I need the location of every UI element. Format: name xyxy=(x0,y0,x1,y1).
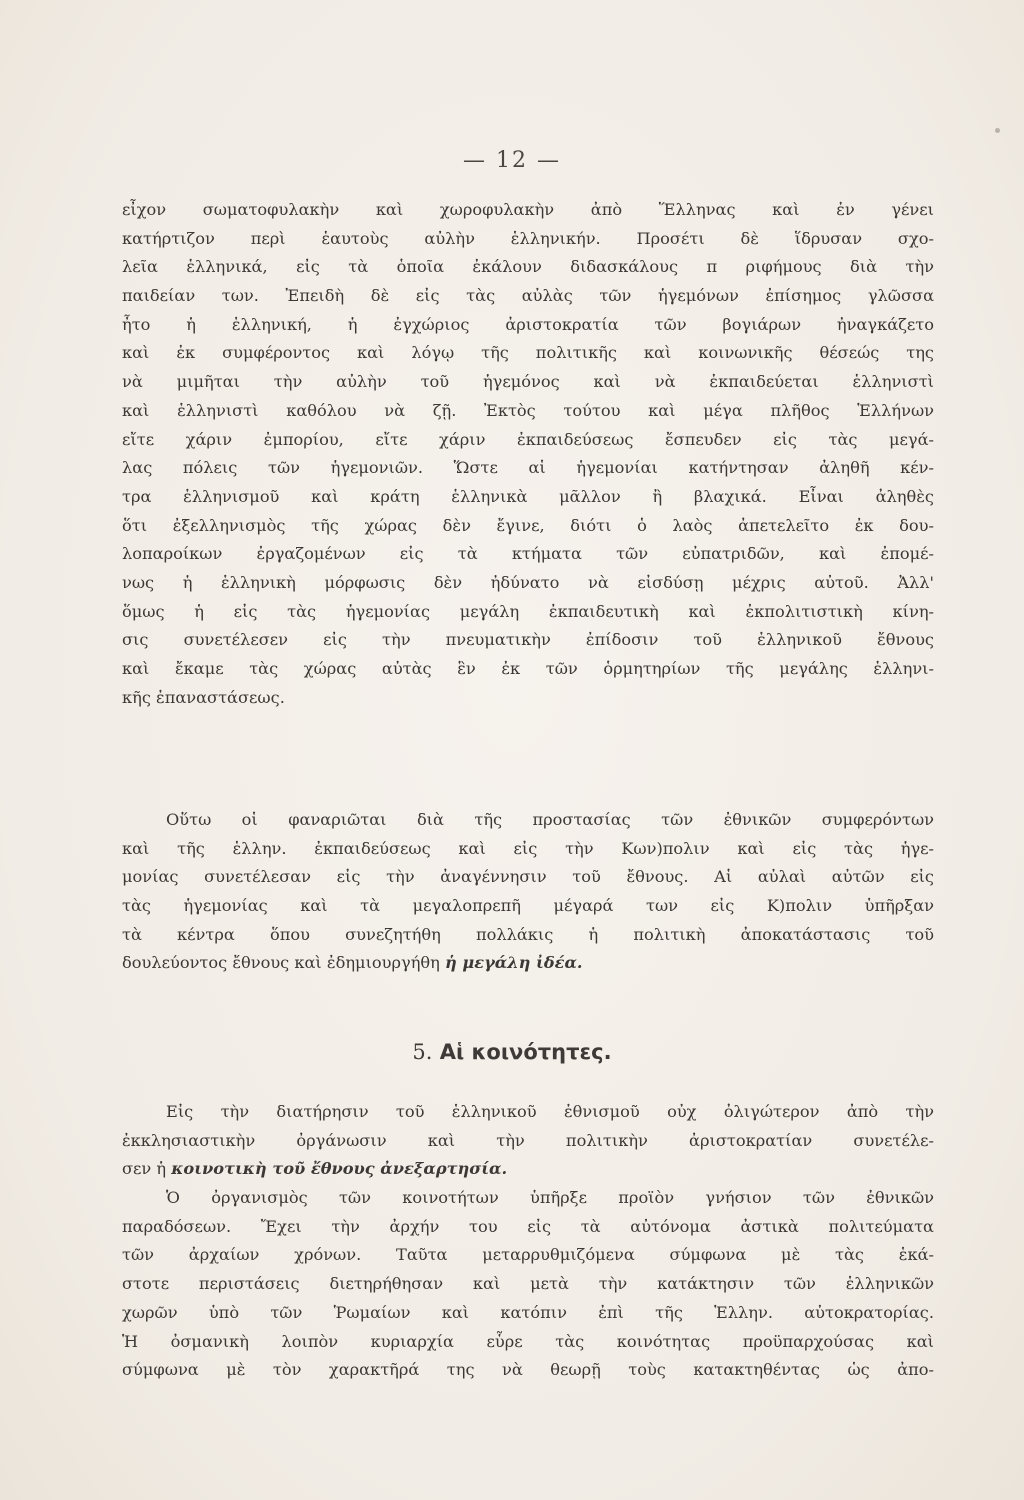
emphasis-phrase: ἡ μεγάλη ἰδέα. xyxy=(445,953,583,973)
text-line: Εἰς τὴν διατήρησιν τοῦ ἑλληνικοῦ ἐθνισμοῦ οὐχ ὀλιγώτερον ἀπὸ τὴν xyxy=(166,1102,934,1121)
section-number: 5. xyxy=(412,1040,433,1064)
text-line: τῶν ἀρχαίων χρόνων. Ταῦτα μεταρρυθμιζόμενα σύμφωνα μὲ τὰς ἑκά- xyxy=(122,1245,934,1265)
text-line: καὶ ἑλληνιστὶ καθόλου νὰ ζῇ. Ἐκτὸς τούτου καὶ μέγα πλῆθος Ἑλλήνων xyxy=(122,400,934,420)
text-line: σύμφωνα μὲ τὸν χαρακτῆρά της νὰ θεωρῇ τοὺς κατακτηθέντας ὡς ἀπο- xyxy=(122,1360,934,1380)
paper-speck xyxy=(995,128,1000,133)
page-number: — 12 — xyxy=(463,148,561,173)
text-line: Ὁ ὀργανισμὸς τῶν κοινοτήτων ὑπῆρξε προϊὸν γνήσιον τῶν ἐθνικῶν xyxy=(166,1188,934,1208)
text-line: νως ἡ ἑλληνικὴ μόρφωσις δὲν ἠδύνατο νὰ εἰσδύσῃ μέχρις αὐτοῦ. Ἀλλ' xyxy=(122,572,934,592)
text-line: ἦτο ἡ ἑλληνική, ἡ ἐγχώριος ἀριστοκρατία τῶν βογιάρων ἠναγκάζετο xyxy=(122,314,934,334)
paragraph-3 xyxy=(122,1098,934,1385)
paragraph-2 xyxy=(122,806,934,978)
text-line: κατήρτιζον περὶ ἑαυτοὺς αὐλὴν ἑλληνικήν. Προσέτι δὲ ἵδρυσαν σχο- xyxy=(122,228,934,248)
text-line xyxy=(122,949,934,978)
paragraph-1 xyxy=(122,196,934,712)
text-span: δουλεύοντος ἔθνους καὶ ἐδημιουργήθη xyxy=(122,953,445,973)
text-line: παιδείαν των. Ἐπειδὴ δὲ εἰς τὰς αὐλὰς τῶν ἡγεμόνων ἐπίσημος γλῶσσα xyxy=(122,286,934,306)
text-line: σις συνετέλεσεν εἰς τὴν πνευματικὴν ἐπίδοσιν τοῦ ἑλληνικοῦ ἔθνους xyxy=(122,630,934,650)
text-line: παραδόσεων. Ἔχει τὴν ἀρχήν του εἰς τὰ αὐτόνομα ἀστικὰ πολιτεύματα xyxy=(122,1216,934,1236)
text-line: τρα ἑλληνισμοῦ καὶ κράτη ἑλληνικὰ μᾶλλον ἢ βλαχικά. Εἶναι ἀληθὲς xyxy=(122,486,934,506)
text-line: μονίας συνετέλεσαν εἰς τὴν ἀναγέννησιν τοῦ ἔθνους. Αἱ αὐλαὶ αὐτῶν εἰς xyxy=(122,867,934,887)
text-line: καὶ ἐκ συμφέροντος καὶ λόγῳ τῆς πολιτικῆς καὶ κοινωνικῆς θέσεώς της xyxy=(122,343,934,363)
text-line: χωρῶν ὑπὸ τῶν Ῥωμαίων καὶ κατόπιν ἐπὶ τῆς Ἑλλην. αὐτοκρατορίας. xyxy=(122,1302,934,1322)
text-line xyxy=(122,1155,934,1184)
text-line: ἐκκλησιαστικὴν ὀργάνωσιν καὶ τὴν πολιτικὴν ἀριστοκρατίαν συνετέλε- xyxy=(122,1130,934,1150)
text-span: σεν ἡ xyxy=(122,1159,172,1179)
text-line: λεῖα ἑλληνικά, εἰς τὰ ὁποῖα ἐκάλουν διδασκάλους π ριφήμους διὰ τὴν xyxy=(122,257,934,277)
text-line: ὅμως ἡ εἰς τὰς ἡγεμονίας μεγάλη ἐκπαιδευτικὴ καὶ ἐκπολιτιστικὴ κίνη- xyxy=(122,601,934,621)
text-line: εἶχον σωματοφυλακὴν καὶ χωροφυλακὴν ἀπὸ Ἕλληνας καὶ ἐν γένει xyxy=(122,200,934,219)
text-line: νὰ μιμῆται τὴν αὐλὴν τοῦ ἡγεμόνος καὶ νὰ ἐκπαιδεύεται ἑλληνιστὶ xyxy=(122,372,934,392)
text-line: εἴτε χάριν ἐμπορίου, εἴτε χάριν ἐκπαιδεύσεως ἔσπευδεν εἰς τὰς μεγά- xyxy=(122,429,934,449)
text-line: Ἡ ὀσμανικὴ λοιπὸν κυριαρχία εὗρε τὰς κοινότητας προϋπαρχούσας καὶ xyxy=(122,1331,934,1351)
text-line: ὅτι ἐξελληνισμὸς τῆς χώρας δὲν ἔγινε, διότι ὁ λαὸς ἀπετελεῖτο ἐκ δου- xyxy=(122,515,934,535)
text-line: τὰ κέντρα ὅπου συνεζητήθη πολλάκις ἡ πολιτικὴ ἀποκατάστασις τοῦ xyxy=(122,924,934,944)
text-line: λοπαροίκων ἐργαζομένων εἰς τὰ κτήματα τῶν εὐπατριδῶν, καὶ ἐπομέ- xyxy=(122,544,934,564)
section-title: Αἱ κοινότητες. xyxy=(439,1040,612,1064)
text-line: Οὕτω οἱ φαναριῶται διὰ τῆς προστασίας τῶν ἐθνικῶν συμφερόντων xyxy=(166,810,934,829)
text-line: καὶ ἔκαμε τὰς χώρας αὐτὰς ἓν ἐκ τῶν ὁρμητηρίων τῆς μεγάλης ἑλληνι- xyxy=(122,659,934,678)
section-heading xyxy=(0,1040,1024,1064)
text-line: καὶ τῆς ἑλλην. ἐκπαιδεύσεως καὶ εἰς τὴν Κων)πολιν καὶ εἰς τὰς ἡγε- xyxy=(122,838,934,858)
text-line: στοτε περιστάσεις διετηρήθησαν καὶ μετὰ τὴν κατάκτησιν τῶν ἑλληνικῶν xyxy=(122,1274,934,1294)
text-line: κῆς ἐπαναστάσεως. xyxy=(122,687,285,707)
emphasis-phrase: κοινοτικὴ τοῦ ἔθνους ἀνεξαρτησία. xyxy=(171,1159,508,1179)
text-line: λας πόλεις τῶν ἡγεμονιῶν. Ὥστε αἱ ἡγεμονίαι κατήντησαν ἀληθῆ κέν- xyxy=(122,458,934,478)
text-line: τὰς ἡγεμονίας καὶ τὰ μεγαλοπρεπῆ μέγαρά των εἰς Κ)πολιν ὑπῆρξαν xyxy=(122,896,934,916)
